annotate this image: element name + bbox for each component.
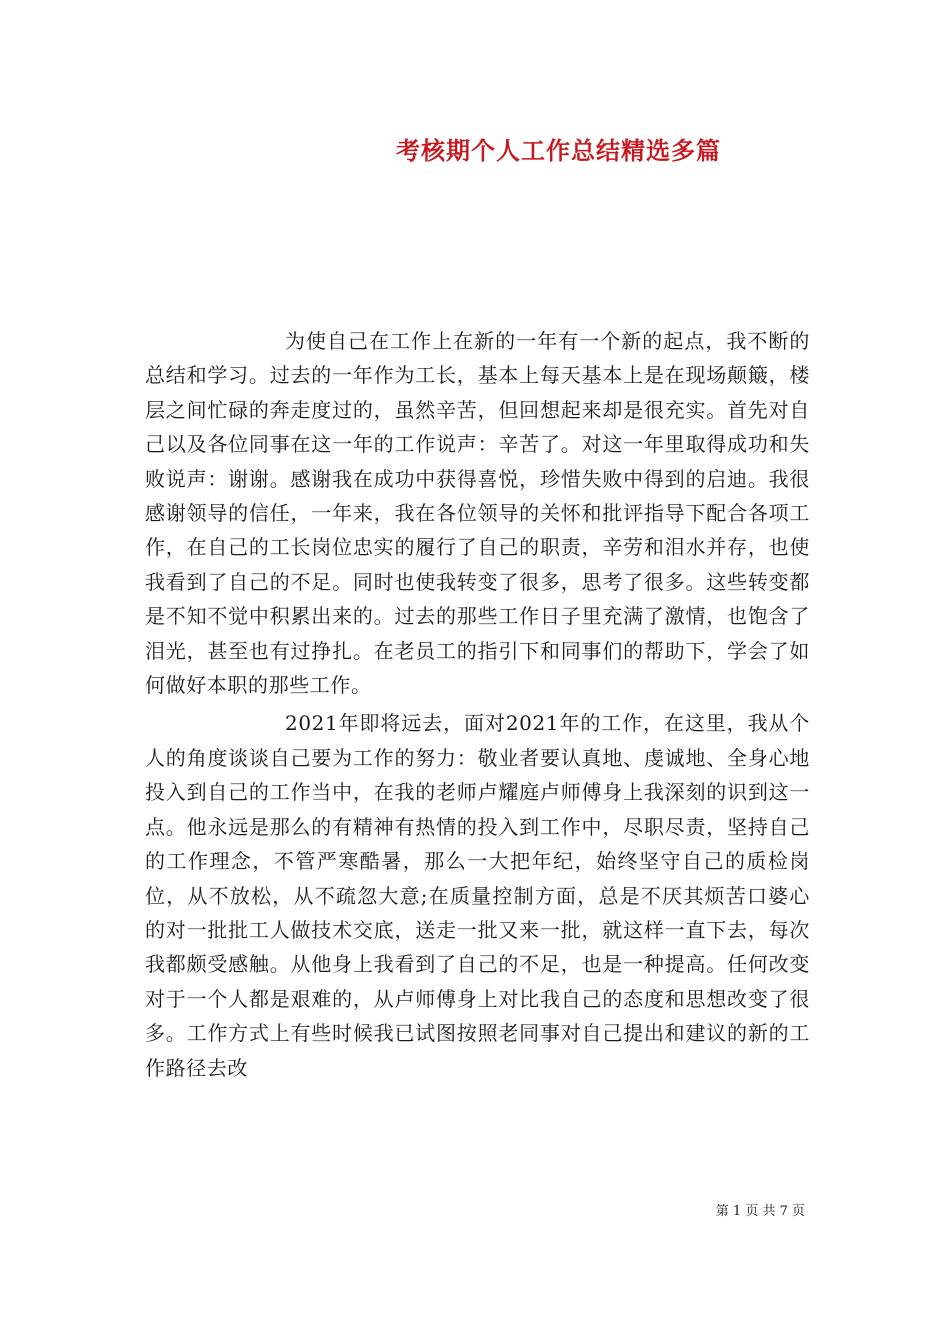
- page-number-footer: 第 1 页 共 7 页: [715, 1204, 805, 1219]
- paragraph-2: 2021年即将远去，面对2021年的工作，在这里，我从个人的角度谈谈自己要为工作的努力：敬业者要认真地、虔诚地、全身心地投入到自己的工作当中，在我的老师卢耀庭卢师傅身上我深刻的识到这一点。他永远是那么的有精神有热情的投入到工作中，尽职尽责，坚持自己的工作理念，不管严寒酷暑，那么一大把年纪，始终坚守自己的质检岗位，从不放松，从不疏忽大意;在质量控制方面，总是不厌其烦苦口婆心的对一批批工人做技术交底，送走一批又来一批，就这样一直下去，每次我都颇受感触。从他身上我看到了自己的不足，也是一种提高。任何改变对于一个人都是艰难的，从卢师傅身上对比我自己的态度和思想改变了很多。工作方式上有些时候我已试图按照老同事对自己提出和建议的新的工作路径去改: [145, 711, 810, 1080]
- document-title: 考核期个人工作总结精选多篇: [396, 136, 721, 165]
- paragraph-1: 为使自己在工作上在新的一年有一个新的起点，我不断的总结和学习。过去的一年作为工长，基本上每天基本上是在现场颠簸，楼层之间忙碌的奔走度过的，虽然辛苦，但回想起来却是很充实。首先对自己以及各位同事在这一年的工作说声：辛苦了。对这一年里取得成功和失败说声：谢谢。感谢我在成功中获得喜悦，珍惜失败中得到的启迪。我很感谢领导的信任，一年来，我在各位领导的关怀和批评指导下配合各项工作，在自己的工长岗位忠实的履行了自己的职责，辛劳和泪水并存，也使我看到了自己的不足。同时也使我转变了很多，思考了很多。这些转变都是不知不觉中积累出来的。过去的那些工作日子里充满了激情，也饱含了泪光，甚至也有过挣扎。在老员工的指引下和同事们的帮助下，学会了如何做好本职的那些工作。: [145, 329, 810, 698]
- document-body: [145, 324, 810, 1085]
